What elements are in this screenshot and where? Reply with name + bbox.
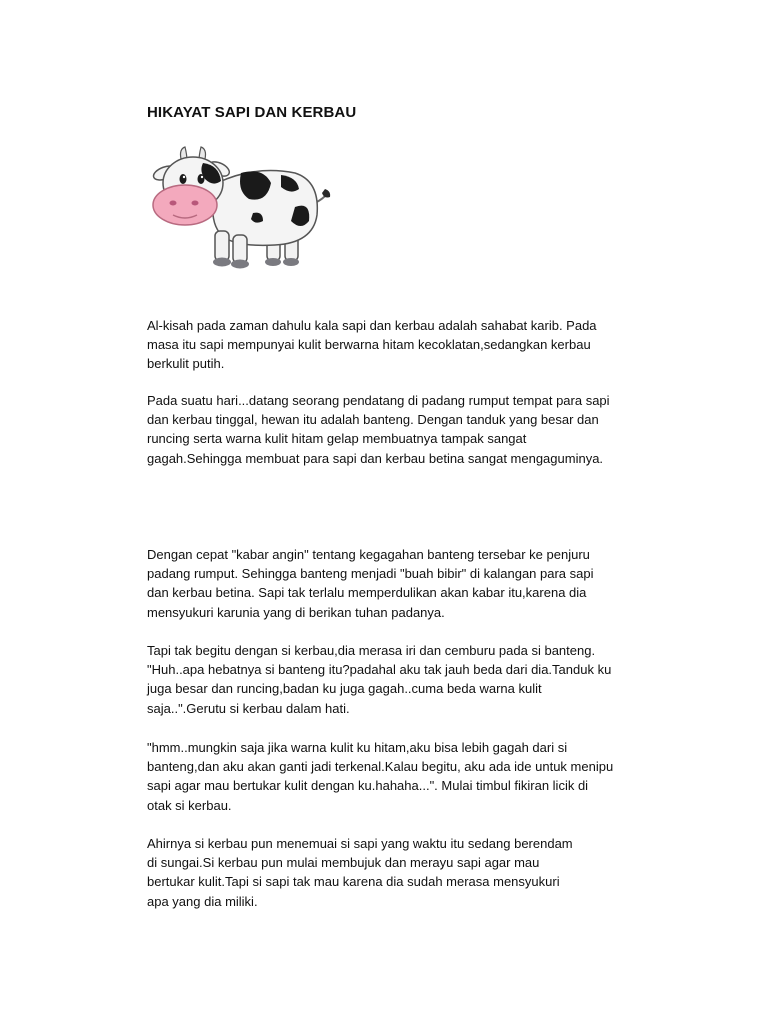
paragraph-4 [147, 641, 667, 718]
paragraph-2 [147, 391, 667, 468]
paragraph-1 [147, 316, 667, 374]
text-line: masa itu sapi mempunyai kulit berwarna hitam kecoklatan,sedangkan kerbau [147, 337, 591, 353]
text-line: mensyukuri karunia yang di berikan tuhan padanya. [147, 604, 445, 620]
text-line: bertukar kulit.Tapi si sapi tak mau karena dia sudah merasa mensyukuri [147, 874, 560, 890]
text-line: padang rumput. Sehingga banteng menjadi "buah bibir" di kalangan para sapi [147, 566, 594, 582]
text-line: Ahirnya si kerbau pun menemuai si sapi yang waktu itu sedang berendam [147, 836, 573, 851]
paragraph-3 [147, 545, 667, 622]
text-line: "hmm..mungkin saja jika warna kulit ku hitam,aku bisa lebih gagah dari si [147, 740, 568, 755]
text-line: apa yang dia miliki. [147, 893, 258, 909]
text-line: saja..".Gerutu si kerbau dalam hati. [147, 700, 350, 716]
cow-icon [145, 143, 340, 278]
text-line: Pada suatu hari...datang seorang pendatang di padang rumput tempat para sapi [147, 393, 610, 408]
text-line: Dengan cepat "kabar angin" tentang kegagahan banteng tersebar ke penjuru [147, 547, 590, 562]
text-line: di sungai.Si kerbau pun mulai membujuk dan merayu sapi agar mau [147, 855, 540, 871]
text-line: banteng,dan aku akan ganti jadi terkenal.Kalau begitu, aku ada ide untuk menipu [147, 759, 614, 775]
paragraph-5 [147, 738, 667, 815]
text-line: runcing serta warna kulit hitam gelap membuatnya tampak sangat [147, 431, 527, 447]
text-line: otak si kerbau. [147, 797, 232, 813]
text-line: dan kerbau tinggal, hewan itu adalah banteng. Dengan tanduk yang besar dan [147, 412, 599, 428]
paragraph-6 [147, 834, 667, 911]
text-line: dan kerbau betina. Sapi tak terlalu memperdulikan akan kabar itu,karena dia [147, 585, 587, 601]
text-line: gagah.Sehingga membuat para sapi dan kerbau betina sangat mengaguminya. [147, 450, 604, 466]
text-line: "Huh..apa hebatnya si banteng itu?padahal aku tak jauh beda dari dia.Tanduk ku [147, 662, 612, 678]
text-line: Tapi tak begitu dengan si kerbau,dia merasa iri dan cemburu pada si banteng. [147, 643, 596, 658]
text-line: Al-kisah pada zaman dahulu kala sapi dan kerbau adalah sahabat karib. Pada [147, 318, 597, 333]
text-line: sapi agar mau bertukar kulit dengan ku.hahaha...". Mulai timbul fikiran licik di [147, 778, 589, 794]
document-title: HIKAYAT SAPI DAN KERBAU [147, 104, 357, 121]
text-line: berkulit putih. [147, 356, 225, 372]
text-line: juga besar dan runcing,badan ku juga gagah..cuma beda warna kulit [147, 681, 542, 697]
